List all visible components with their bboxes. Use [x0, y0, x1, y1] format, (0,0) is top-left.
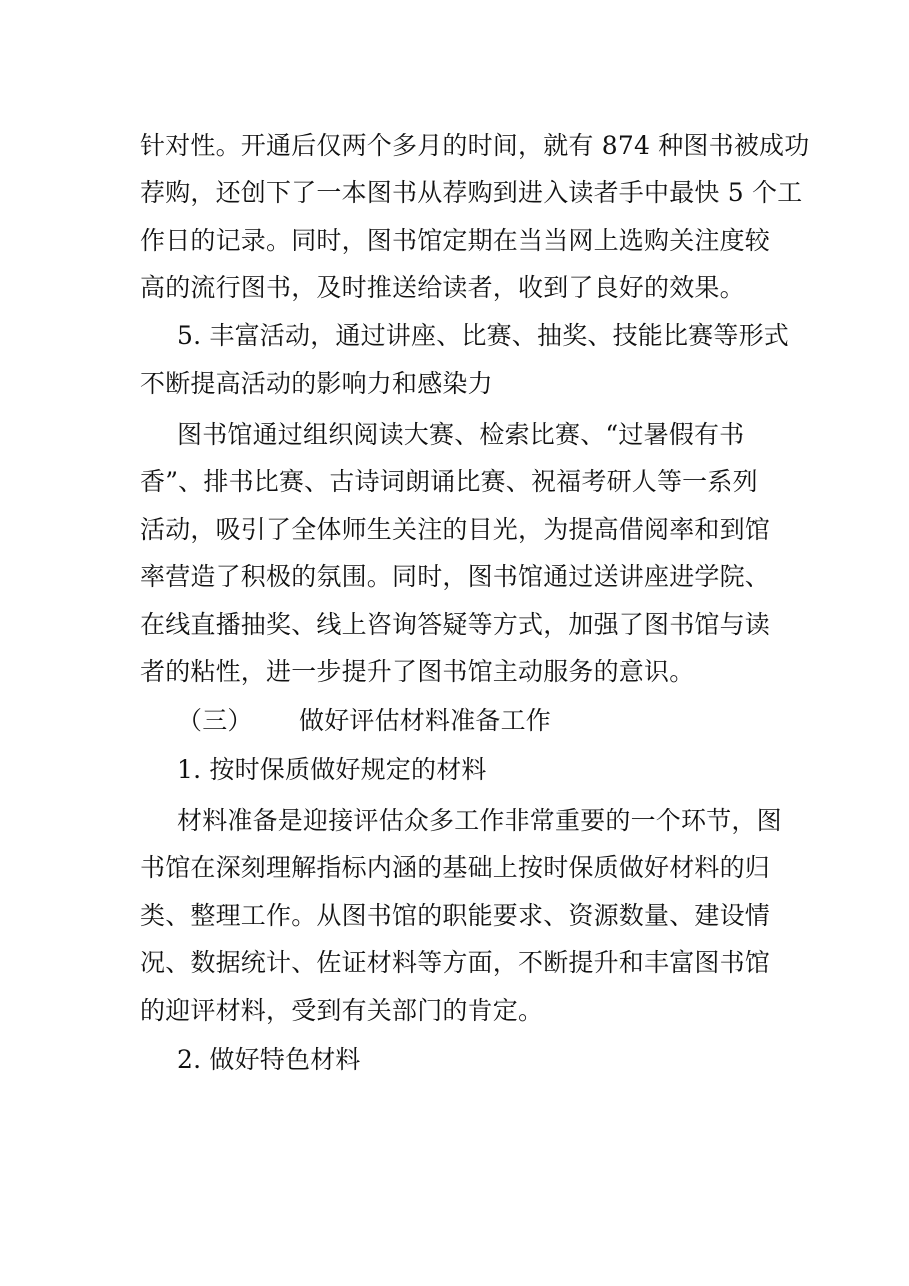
paragraph-line: 不断提高活动的影响力和感染力	[140, 369, 493, 398]
section-title: 做好评估材料准备工作	[299, 706, 552, 735]
paragraph-line: 况、数据统计、佐证材料等方面，不断提升和丰富图书馆	[140, 948, 771, 977]
sub-heading: 1. 按时保质做好规定的材料	[177, 755, 487, 784]
paragraph-line: 香”、排书比赛、古诗词朗诵比赛、祝福考研人等一系列	[140, 467, 758, 496]
paragraph-line: 针对性。开通后仅两个多月的时间，就有 874 种图书被成功	[140, 131, 810, 160]
paragraph-line: 图书馆通过组织阅读大赛、检索比赛、“过暑假有书	[177, 420, 745, 449]
paragraph-line: 作日的记录。同时，图书馆定期在当当网上选购关注度较	[140, 226, 771, 255]
paragraph-line: 荐购，还创下了一本图书从荐购到进入读者手中最快 5 个工	[140, 178, 803, 207]
paragraph-line: 书馆在深刻理解指标内涵的基础上按时保质做好材料的归	[140, 853, 771, 882]
paragraph-line: 高的流行图书，及时推送给读者，收到了良好的效果。	[140, 273, 745, 302]
paragraph-line: 的迎评材料，受到有关部门的肯定。	[140, 996, 544, 1025]
paragraph-line: 材料准备是迎接评估众多工作非常重要的一个环节，图	[177, 806, 782, 835]
paragraph-line: 类、整理工作。从图书馆的职能要求、资源数量、建设情	[140, 901, 771, 930]
paragraph-line: 在线直播抽奖、线上咨询答疑等方式，加强了图书馆与读	[140, 610, 771, 639]
paragraph-line: 者的粘性，进一步提升了图书馆主动服务的意识。	[140, 657, 695, 686]
section-number: （三）	[177, 706, 253, 735]
list-item-heading: 5. 丰富活动，通过讲座、比赛、抽奖、技能比赛等形式	[177, 321, 790, 350]
paragraph-line: 活动，吸引了全体师生关注的目光，为提高借阅率和到馆	[140, 515, 771, 544]
sub-heading: 2. 做好特色材料	[177, 1045, 361, 1074]
paragraph-line: 率营造了积极的氛围。同时，图书馆通过送讲座进学院、	[140, 562, 771, 591]
